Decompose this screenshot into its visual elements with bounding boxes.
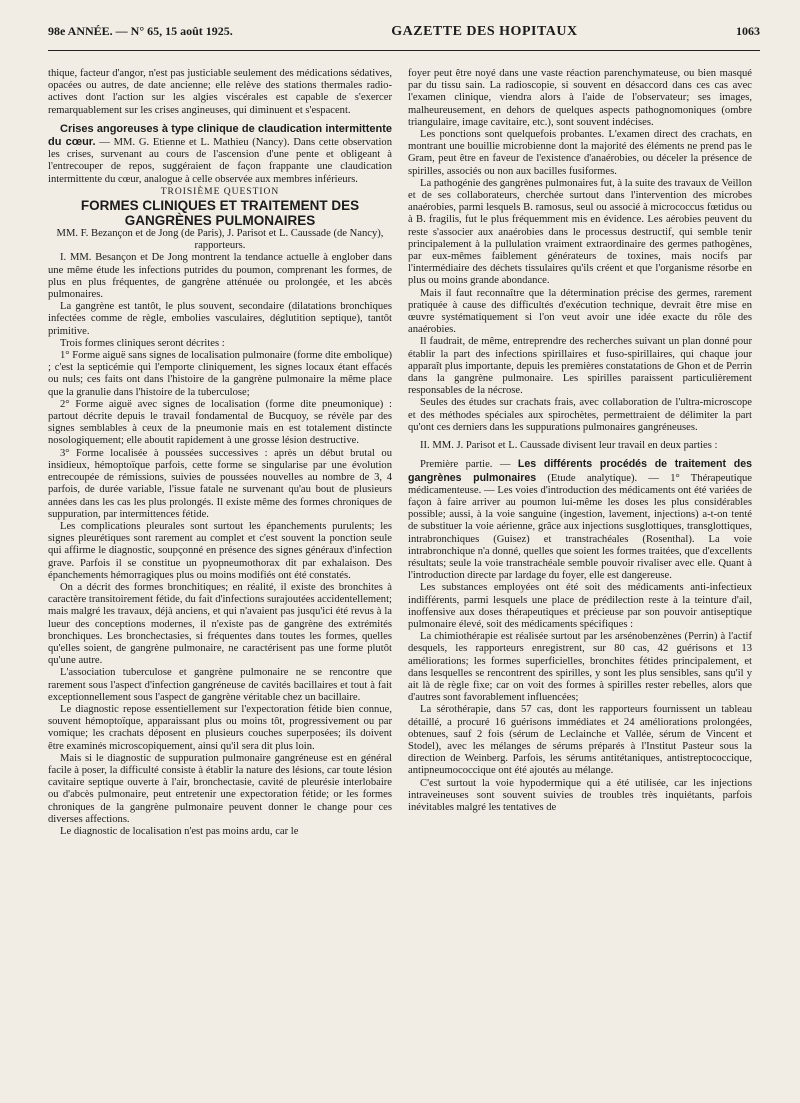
paragraph: Les ponctions sont quelquefois probantes. L'examen direct des crachats, en montrant une bouillie microbienne dont la majorité des éléments ne prend pas le Gram, peut être en faveur de l'existence d'anaérobies, ou déceler la présence de spirilles, associés ou non aux bacilles fusiformes. [408,129,752,177]
paragraph: C'est surtout la voie hypodermique qui a été utilisée, car les injections intraveineuses sont souvent suivies de troubles très inquiétants, parfois inévitables malgré les tentatives de [408,777,752,813]
paragraph: Le diagnostic repose essentiellement sur l'expectoration fétide bien connue, souvent hémoptoïque, apparaissant plus ou moins tôt, progressivement ou par vomique; les crachats déposent en plusieurs couches superposées; ils doivent être examinés microscopiquement, ainsi qu'il sera dit plus loin. [48,703,392,752]
issue-info: 98e ANNÉE. — N° 65, 15 août 1925. [48,24,233,38]
right-column [408,68,752,1098]
subsection-heading: Crises angoreuses à type clinique de claudication intermittente du cœur. [48,122,392,149]
paragraph: L'association tuberculose et gangrène pulmonaire ne se rencontre que rarement sous l'aspect d'infection gangréneuse de cavités bacillaires et tout à fait exceptionnellement sous l'aspect de gangrène véritable chez un bacillaire. [48,667,392,703]
paragraph: La gangrène est tantôt, le plus souvent, secondaire (dilatations bronchiques infectées comme de règle, embolies vasculaires, déglutition septique), tantôt primitive. [48,301,392,337]
paragraph: thique, facteur d'angor, n'est pas justiciable seulement des médications sédatives, opacées ou autres, de date ancienne; elle relève des stations thermales radio-actives dont l'action sur les algies viscérales est capable de s'exercer remarquablement sur les crises angineuses, qui diminuent et s'espacent. [48,68,392,116]
page-number: 1063 [736,24,760,38]
paragraph: II. MM. J. Parisot et L. Caussade divisent leur travail en deux parties : [420,440,718,452]
paragraph: Mais il faut reconnaître que la détermination précise des germes, rarement pratiquée à cause des difficultés d'exécution technique, devrait être mise en œuvre systématiquement si l'on veut avoir une idée exacte du rôle des anaérobies. [408,287,752,336]
page-header [48,24,760,51]
paragraph: La pathogénie des gangrènes pulmonaires fut, à la suite des travaux de Veillon et de ses collaborateurs, cherchée surtout dans l'intervention des microbes anaérobies, parmi lesquels B. ramosus, seul ou associé à micrococcus fœtidus ou à B. fragilis, fut le plus fréquemment mis en évidence. Les aérobies peuvent du reste s'associer aux anaérobies dans le processus destructif, qui semble tenir principalement à la pullulation vraiment extraordinaire des germes pathogènes, par eux-mêmes faiblement générateurs de toxines, mais nocifs par l'intermédiaire des déchets tissulaires qu'ils créent et que l'organisme résorbe en plus ou moins grande abondance. [408,177,752,287]
paragraph-claudication [48,123,392,186]
paragraph-body: (Etude analytique). — 1° Thérapeutique médicamenteuse. — Les voies d'introduction des médicaments ont été variées de façon à faire arriver au poumon lui-même les doses les plus considérables possible; aussi, à la voie sanguine (ingestion, lavement, injections) a-t-on tenté de substituer la voie aérienne, grâce aux injections susglottiques, transglottiques, intrabronchiques (Guisez) et transtrachéales (Rosenthal). La voie intrabronchique n'a donné, quelles que soient les formes traitées, que d'excellents résultats; seule la voie transtrachéale semble pouvoir rivaliser avec elle. Quant à l'introduction directe par lardage du foyer, elle est dangereuse. [408,472,752,582]
paragraph: 3° Forme localisée à poussées successives : après un début brutal ou insidieux, hémoptoïque parfois, cette forme se singularise par une évolution entrecoupée de rémissions, suivies de poussées nouvelles au nombre de 3, 4 parfois, de durée variable, l'issue fatale ne survenant qu'au bout de plusieurs années dans les cas les plus prolongés. Il existe même des formes chroniques de suppuration, par intermittences fétide. [48,447,392,520]
paragraph: Seules des études sur crachats frais, avec collaboration de l'ultra-microscope et des méthodes spéciales aux spirochètes, permettraient de délimiter la part qu'ont ces derniers dans les suppurations pulmonaires gangréneuses. [408,397,752,433]
paragraph: I. MM. Besançon et De Jong montrent la tendance actuelle à englober dans une même étude les infections putrides du poumon, comprenant les formes, de plus en plus fréquentes, de gangrène atténuée ou prolongée, et les abcès pulmonaires. [48,252,392,301]
part-heading: Les différents procédés de traitement des gangrènes pulmonaires [408,458,752,484]
paragraph: Les complications pleurales sont surtout les épanchements purulents; les signes pleurétiques sont rarement au complet et c'est souvent la ponction seule qui affirme le diagnostic, soupçonné en présence des signes généraux d'infection grave. Parfois il se constitue un pyopneumothorax dit par exhalaison. Des épanchements hémorragiques plus ou moins modifiés ont été constatés. [48,520,392,581]
paragraph: On a décrit des formes bronchitiques; en réalité, il existe des bronchites à caractère transitoirement fétide, du fait d'infections surajoutées accidentellement; mais malgré les travaux, déjà anciens, et qui n'avaient pas jusqu'ici été revus à la lueur des conceptions modernes, il n'existe pas de gangrène des extrémités bronchiques. Les bronchectasies, si fréquentes dans toutes les formes, quelles qu'elles soient, de gangrène pulmonaire, ne caractérisent pas une forme plutôt qu'une autre. [48,581,392,667]
paragraph: Il faudrait, de même, entreprendre des recherches suivant un plan donné pour établir la part des infections spirillaires et fuso-spirillaires, qui chaque jour apparaît plus importante, depuis les premières constatations de Ghon et de Perrin dans la gangrène pulmonaire. Les spirilles paraissent particulièrement responsables de la nécrose. [408,336,752,397]
paragraph: 1° Forme aiguë sans signes de localisation pulmonaire (forme dite embolique) ; c'est la septicémie qui l'emporte cliniquement, les signes locaux étant effacés ou nuls; ces faits ont dans l'histoire de la gangrène pulmonaire la même place que la granulie dans l'histoire de la tuberculose; [48,350,392,398]
paragraph-first-part [408,458,752,582]
paragraph: Mais si le diagnostic de suppuration pulmonaire gangréneuse est en général facile à poser, la difficulté consiste à établir la nature des lésions, car toute lésion cavitaire septique ouverte à l'air, bronchectasie, cavité de pleurésie interlobaire ou d'abcès pulmonaire, peut entretenir une expectoration fétide; or les formes chroniques de la gangrène pulmonaire peuvent donner le change pour ces diverses affections. [48,752,392,825]
paragraph: La chimiothérapie est réalisée surtout par les arsénobenzènes (Perrin) à l'actif desquels, les rapporteurs enregistrent, sur 80 cas, 42 guérisons et 13 améliorations; les formes superficielles, bronchites fétides principalement, et dans lesquelles se rencontrent des spirilles, y sont les plus sensibles, sans qu'il y ait là de règle fixe; car on voit des formes à spirilles rester rebelles, alors que d'autres sont favorablement influencées; [408,631,752,704]
paragraph: La sérothérapie, dans 57 cas, dont les rapporteurs fournissent un tableau détaillé, a procuré 16 guérisons immédiates et 24 améliorations prolongées, obtenues, sauf 2 fois (sérum de Leclainche et Vallée, sérum de Vincent et Stodel), avec les mélanges de sérums préparés à l'Institut Pasteur sous la direction de Weinberg. Parfois, les sérums antitétaniques, antistreptococcique, antipneumococcique ont été ajoutés au mélange. [408,704,752,777]
paragraph-body: — MM. G. Etienne et L. Mathieu (Nancy). Dans cette observation les crises, survenant au cours de l'ascension d'une pente et obligeant à l'entrecouper de repos, suggéraient de façon frappante une claudication intermittente du cœur, analogue à celle observée aux membres inférieurs. [48,137,392,185]
authors-line: MM. F. Bezançon et de Jong (de Paris), J. Parisot et L. Caussade (de Nancy), rapporteurs. [56,228,384,252]
section-title: FORMES CLINIQUES ET TRAITEMENT DES GANGRÈNES PULMONAIRES [80,198,360,229]
left-column [48,68,392,1098]
paragraph: Trois formes cliniques seront décrites : [60,337,225,349]
part-label: Première partie. — [420,459,518,471]
paragraph: Le diagnostic de localisation n'est pas moins ardu, car le [60,825,299,837]
paragraph: Les substances employées ont été soit des médicaments anti-infectieux indifférents, parmi lesquels une place de prédilection reste à la teinture d'ail, inoffensive aux doses thérapeutiques et précieuse par son pouvoir antiseptique pulmonaire élevé, soit des médicaments spécifiques : [408,582,752,630]
paragraph: foyer peut être noyé dans une vaste réaction parenchymateuse, ou bien masqué par du tissu sain. La radioscopie, si souvent en désaccord dans ces cas avec l'examen clinique, viendra alors à l'aide de l'observateur; ses images, malheureusement, en dehors de quelques aspects pathognomoniques (ombre triangulaire, image cavitaire, etc.), sont souvent indécises. [408,68,752,128]
journal-title: GAZETTE DES HOPITAUX [391,24,578,39]
section-label: TROISIÈME QUESTION [160,186,280,197]
article-columns [48,68,768,1098]
paragraph: 2° Forme aiguë avec signes de localisation (forme dite pneumonique) : partout décrite depuis le travail fondamental de Bucquoy, se révèle par des signes semblables à ceux de la pneumonie mais en est totalement distincte nosologiquement; elle aboutit rapidement à une grosse lésion destructive. [48,398,392,447]
